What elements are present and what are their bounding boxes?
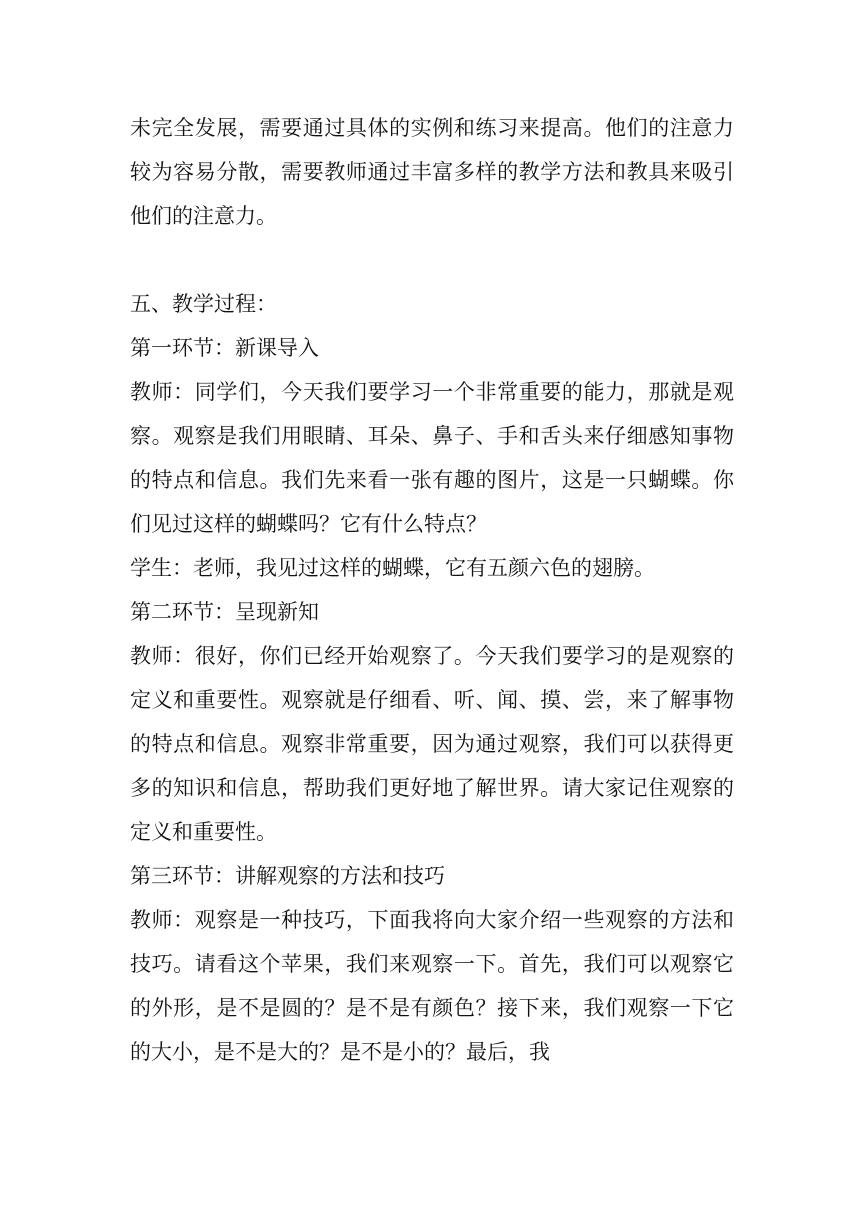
paragraph-teacher-1: 教师：同学们，今天我们要学习一个非常重要的能力，那就是观察。观察是我们用眼睛、耳朵、鼻子、手和舌头来仔细感知事物的特点和信息。我们先来看一张有趣的图片，这是一只蝴蝶。你们见过这样的蝴蝶吗？它有什么特点？: [130, 380, 734, 536]
document-body: [130, 106, 734, 1074]
stage-heading-2: 第二环节：呈现新知: [130, 600, 319, 624]
stage-heading-1: 第一环节：新课导入: [130, 336, 319, 360]
paragraph-student-1: 学生：老师，我见过这样的蝴蝶，它有五颜六色的翅膀。: [130, 556, 655, 580]
stage-heading-3: 第三环节：讲解观察的方法和技巧: [130, 864, 445, 888]
paragraph-teacher-2: 教师：很好，你们已经开始观察了。今天我们要学习的是观察的定义和重要性。观察就是仔细看、听、闻、摸、尝，来了解事物的特点和信息。观察非常重要，因为通过观察，我们可以获得更多的知识和信息，帮助我们更好地了解世界。请大家记住观察的定义和重要性。: [130, 644, 734, 844]
paragraph-continuation: 未完全发展，需要通过具体的实例和练习来提高。他们的注意力较为容易分散，需要教师通过丰富多样的教学方法和教具来吸引他们的注意力。: [130, 116, 734, 228]
blank-line: [130, 238, 734, 282]
section-heading-teaching-process: 五、教学过程：: [130, 292, 277, 316]
paragraph-teacher-3: 教师：观察是一种技巧，下面我将向大家介绍一些观察的方法和技巧。请看这个苹果，我们来观察一下。首先，我们可以观察它的外形，是不是圆的？是不是有颜色？接下来，我们观察一下它的大小，是不是大的？是不是小的？最后，我: [130, 908, 734, 1064]
